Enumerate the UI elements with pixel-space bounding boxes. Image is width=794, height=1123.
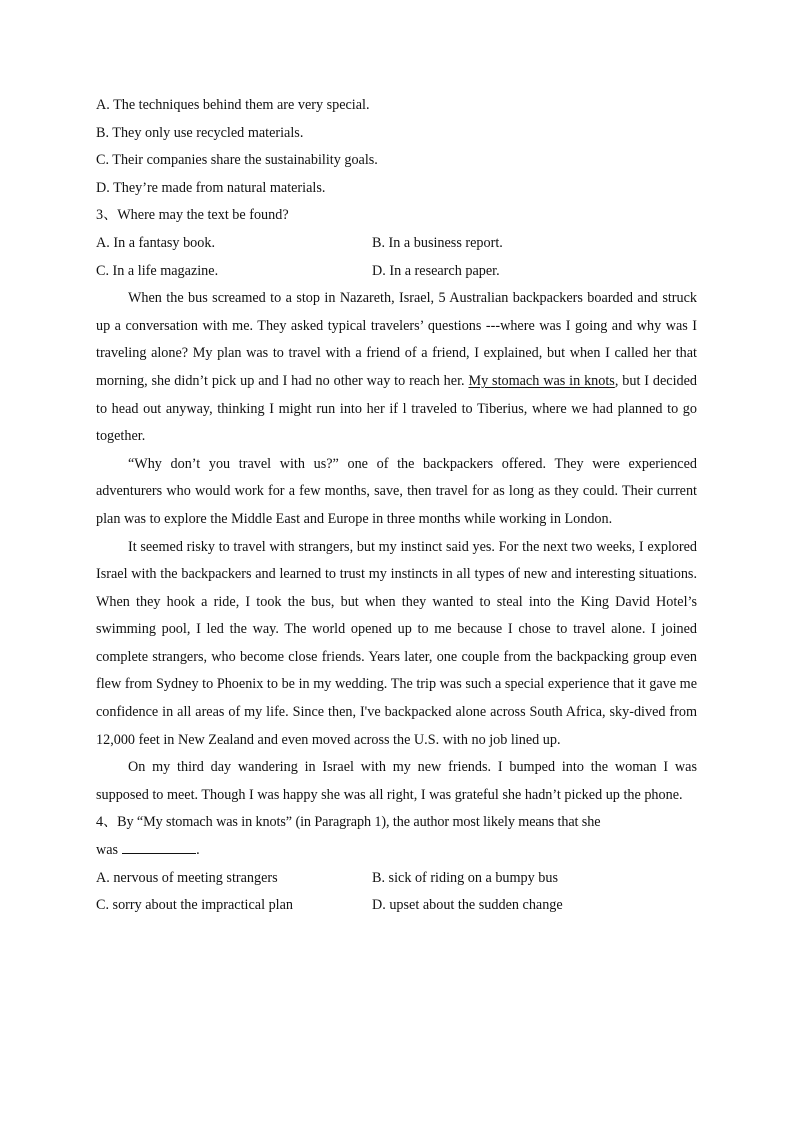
document-content: [96, 92, 697, 920]
underlined-phrase: My stomach was in knots: [468, 372, 615, 389]
q2-option-c: C. Their companies share the sustainability goals.: [96, 152, 378, 169]
q3-option-c: C. In a life magazine.: [96, 262, 219, 279]
answer-blank: [122, 839, 196, 854]
q3-options-row-1: [96, 230, 697, 258]
q4-options-row-2: [96, 892, 697, 920]
paragraph-1-text-start: When the bus screamed to a stop in Nazareth, Israel, 5 Australian backpackers boarded and struck up a conversation with me. They asked typical travelers’ questions ---where was I going and why was I traveling alone? My plan was to travel with a friend of a friend, I explained, but when I called her that morning, she didn’t pick up and I had no other way to reach her.: [96, 290, 697, 389]
q4-options-row-1: [96, 865, 697, 893]
paragraph-1-text-end: , but I decided to head out anyway, thinking I might run into her if l traveled to Tiberius, where we had planned to go together.: [96, 372, 697, 445]
q4-stem-prefix: was: [96, 842, 119, 859]
q2-option-d: D. They’re made from natural materials.: [96, 179, 326, 196]
passage-paragraph-2: “Why don’t you travel with us?” one of the backpackers offered. They were experienced adventurers who would work for a few months, save, then travel for as long as they could. Their current plan was to explore the Middle East and Europe in three months while working in London.: [96, 455, 697, 527]
q4-option-a: A. nervous of meeting strangers: [96, 869, 278, 886]
q3-options-row-2: [96, 258, 697, 286]
question-4-stem: 4、By “My stomach was in knots” (in Paragraph 1), the author most likely means that she: [96, 814, 601, 831]
passage-paragraph-3: It seemed risky to travel with strangers, but my instinct said yes. For the next two weeks, I explored Israel with the backpackers and learned to trust my instincts in all types of new and interesting situations. When they hook a ride, I took the bus, but when they wanted to steal into the King David Hotel’s swimming pool, I led the way. The world opened up to me because I chose to travel alone. I joined complete strangers, who become close friends. Years later, one couple from the backpacking group even flew from Sydney to Phoenix to be in my wedding. The trip was such a special experience that it gave me confidence in all areas of my life. Since then, I've backpacked alone across South Africa, sky-dived from 12,000 feet in New Zealand and even moved across the U.S. with no job lined up.: [96, 538, 697, 748]
question-3-stem: 3、Where may the text be found?: [96, 207, 289, 224]
reading-passage: [96, 285, 697, 809]
q4-option-b: B. sick of riding on a bumpy bus: [372, 869, 559, 886]
q3-option-d: D. In a research paper.: [372, 262, 500, 279]
question-4-stem-continued: [96, 837, 697, 865]
passage-paragraph-1: [96, 285, 697, 451]
q3-option-b: B. In a business report.: [372, 234, 503, 251]
q3-option-a: A. In a fantasy book.: [96, 234, 215, 251]
q2-option-a: A. The techniques behind them are very special.: [96, 97, 370, 113]
q4-option-d: D. upset about the sudden change: [372, 897, 563, 914]
q4-option-c: C. sorry about the impractical plan: [96, 897, 293, 914]
passage-paragraph-4: On my third day wandering in Israel with my new friends. I bumped into the woman I was supposed to meet. Though I was happy she was all right, I was grateful she hadn’t picked up the phone.: [96, 759, 697, 803]
q4-stem-suffix: .: [196, 842, 200, 859]
q2-option-b: B. They only use recycled materials.: [96, 124, 304, 141]
